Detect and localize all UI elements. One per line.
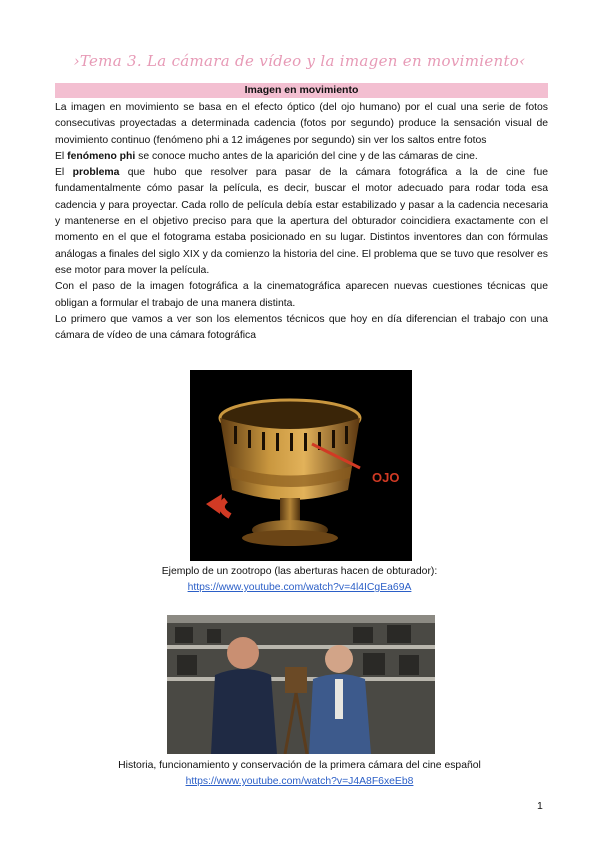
ojo-label: OJO xyxy=(372,470,400,485)
paragraph-2 xyxy=(55,149,548,165)
body-text xyxy=(55,100,548,344)
figure2-link-row xyxy=(0,774,599,790)
section-heading: Imagen en movimiento xyxy=(55,83,548,98)
camera-history-illustration xyxy=(167,615,435,754)
paragraph-3-end: que hubo que resolver para pasar de la cámara fotográfica a la de cine fue fundamentalmente cómo pasar la película, es decir, buscar el motor adecuado para rodar toda esa cadencia y para proyectar. Cada rollo de película debía estar estabilizado y pasar a la cadencia necesaria y mantenerse en el objetivo preciso para que la apertura del obturador coincidiera exactamente con el momento en el que el fotograma estaba posicionado en su lugar. Distintos inventores dan con fórmulas análogas a finales del siglo XIX y da comienzo la historia del cine. El problema que se tuvo que resolver es ese motor para mover la película. xyxy=(55,167,548,276)
term-problema: problema xyxy=(72,167,120,179)
paragraph-4: Con el paso de la imagen fotográfica a la cinematográfica aparecen nuevas cuestiones técnicas que obligan a formular el trabajo de una manera distinta. xyxy=(55,281,548,309)
document-title: ›Tema 3. La cámara de vídeo y la imagen en movimiento‹ xyxy=(73,52,526,70)
paragraph-2-end: se conoce mucho antes de la aparición del cine y de las cámaras de cine. xyxy=(135,150,478,162)
camera-history-photo xyxy=(167,615,435,754)
zoetrope-video-link[interactable]: https://www.youtube.com/watch?v=4l4ICgEa69A xyxy=(187,582,412,593)
paragraph-3 xyxy=(55,165,548,279)
term-phi: fenómeno phi xyxy=(67,150,136,162)
page-number: 1 xyxy=(537,800,543,812)
paragraph-2-start: El xyxy=(55,150,68,162)
zoetrope-illustration xyxy=(190,370,412,561)
paragraph-5: Lo primero que vamos a ver son los elementos técnicos que hoy en día diferencian el trabajo con una cámara de vídeo de una cámara fotográfica xyxy=(55,313,548,342)
figure1-link-row xyxy=(0,580,599,596)
paragraph-1: La imagen en movimiento se basa en el efecto óptico (del ojo humano) por el cual una serie de fotos consecutivas proyectadas a determinada cadencia (fotos por segundo) produce la sensación visual de movimiento continuo (fenómeno phi a 12 imágenes por segundo) sin ver los saltos entre fotos xyxy=(55,102,548,146)
figure1-caption: Ejemplo de un zootropo (las aberturas hacen de obturador): xyxy=(161,566,438,577)
zoetrope-image xyxy=(190,370,412,561)
camera-history-video-link[interactable]: https://www.youtube.com/watch?v=J4A8F6xeEb8 xyxy=(185,776,414,787)
figure2-caption: Historia, funcionamiento y conservación de la primera cámara del cine español xyxy=(118,760,481,771)
paragraph-3-start: El xyxy=(55,167,73,179)
